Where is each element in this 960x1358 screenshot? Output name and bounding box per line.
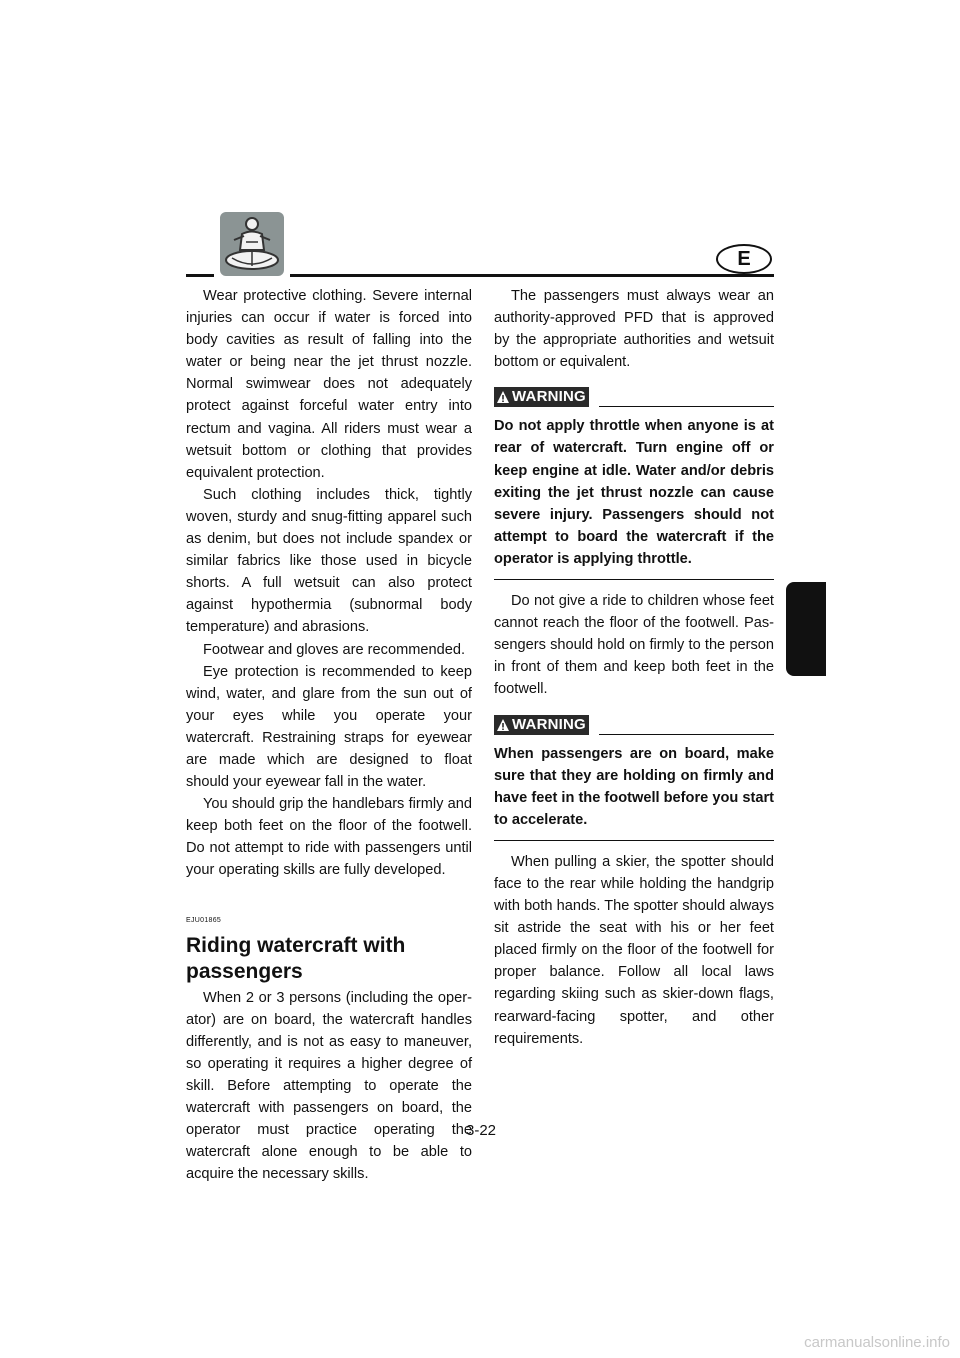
language-badge: E (716, 244, 772, 274)
warning-label (494, 387, 589, 407)
right-column (494, 285, 774, 1050)
paragraph: When 2 or 3 persons (including the operator) are on board, the watercraft handles differently, and is not as easy to maneuver, so operating it requires a higher degree of skill. Before attempting to operate the watercraft with passengers on board, the operator must practice operating the watercraft alone enough to be able to acquire the necessary skills. (186, 989, 472, 1183)
warning-text: When passengers are on board, make sure that they are holding on firmly and have feet in the footwell before you start to accelerate. (494, 743, 774, 841)
paragraph: Footwear and gloves are recommended. (203, 641, 466, 658)
paragraph: You should grip the handlebars firmly and keep both feet on the floor of the footwell. Do not attempt to ride with passengers until your operating skills are fully developed. (186, 796, 472, 879)
warning-label (494, 715, 589, 735)
warning-rule (599, 406, 774, 407)
paragraph: The passengers must always wear an authority-approved PFD that is approved by the appropriate authorities and wetsuit bottom or equivalent. (494, 288, 774, 371)
watermark: carmanualsonline.info (804, 1334, 950, 1351)
left-column (186, 285, 472, 1185)
warning-triangle-icon (496, 390, 510, 404)
warning-rule (599, 734, 774, 735)
chapter-side-tab (786, 582, 826, 676)
watercraft-rider-icon (220, 212, 284, 276)
section-code: EJU01865 (186, 916, 222, 924)
warning-text: Do not apply throttle when anyone is at rear of watercraft. Turn engine off or keep engine at idle. Water and/or debris exiting the jet thrust nozzle can cause severe injury. Passengers should not attempt to board the watercraft if the operator is applying throttle. (494, 415, 774, 580)
paragraph: When pulling a skier, the spotter should face to the rear while holding the handgrip with both hands. The spotter should always sit astride the seat with his or her feet placed firmly on the floor of the footwell for proper balance. Follow all local laws regarding skiing such as skier-down flags, rearward-facing spotter, and other requirements. (494, 853, 774, 1047)
paragraph: Such clothing includes thick, tightly woven, sturdy and snug-fitting apparel such as denim, but does not include spandex or similar fabrics like those used in bicycle shorts. A full wetsuit can also protect against hypothermia (subnormal body temperature) and abrasions. (186, 486, 472, 636)
warning-triangle-icon (496, 718, 510, 732)
page-number: 3-22 (466, 1122, 497, 1139)
paragraph: Wear protective clothing. Severe internal injuries can occur if water is forced into body cavities as result of falling into the water or being near the jet thrust nozzle. Normal swimwear does not adequately protect against forceful water entry into rectum and vagina. All riders must wear a wetsuit bottom or clothing that provides equivalent protection. (186, 288, 472, 481)
warning-header (494, 715, 774, 735)
header-rule-right (290, 274, 774, 277)
paragraph: Do not give a ride to children whose feet cannot reach the floor of the footwell. Passengers should hold on firmly to the person in front of them and keep both feet in the footwell. (494, 593, 774, 698)
warning-label-text: WARNING (512, 715, 586, 733)
header-rule-left (186, 274, 214, 277)
section-title: Riding watercraft with passengers (186, 933, 406, 983)
warning-label-text: WARNING (512, 388, 586, 406)
paragraph: Eye protection is recommended to keep wind, water, and glare from the sun out of your eyes while you operate your watercraft. Restraining straps for eyewear are made which are designed to float should your eyewear fall in the water. (186, 663, 472, 791)
warning-header (494, 387, 774, 407)
